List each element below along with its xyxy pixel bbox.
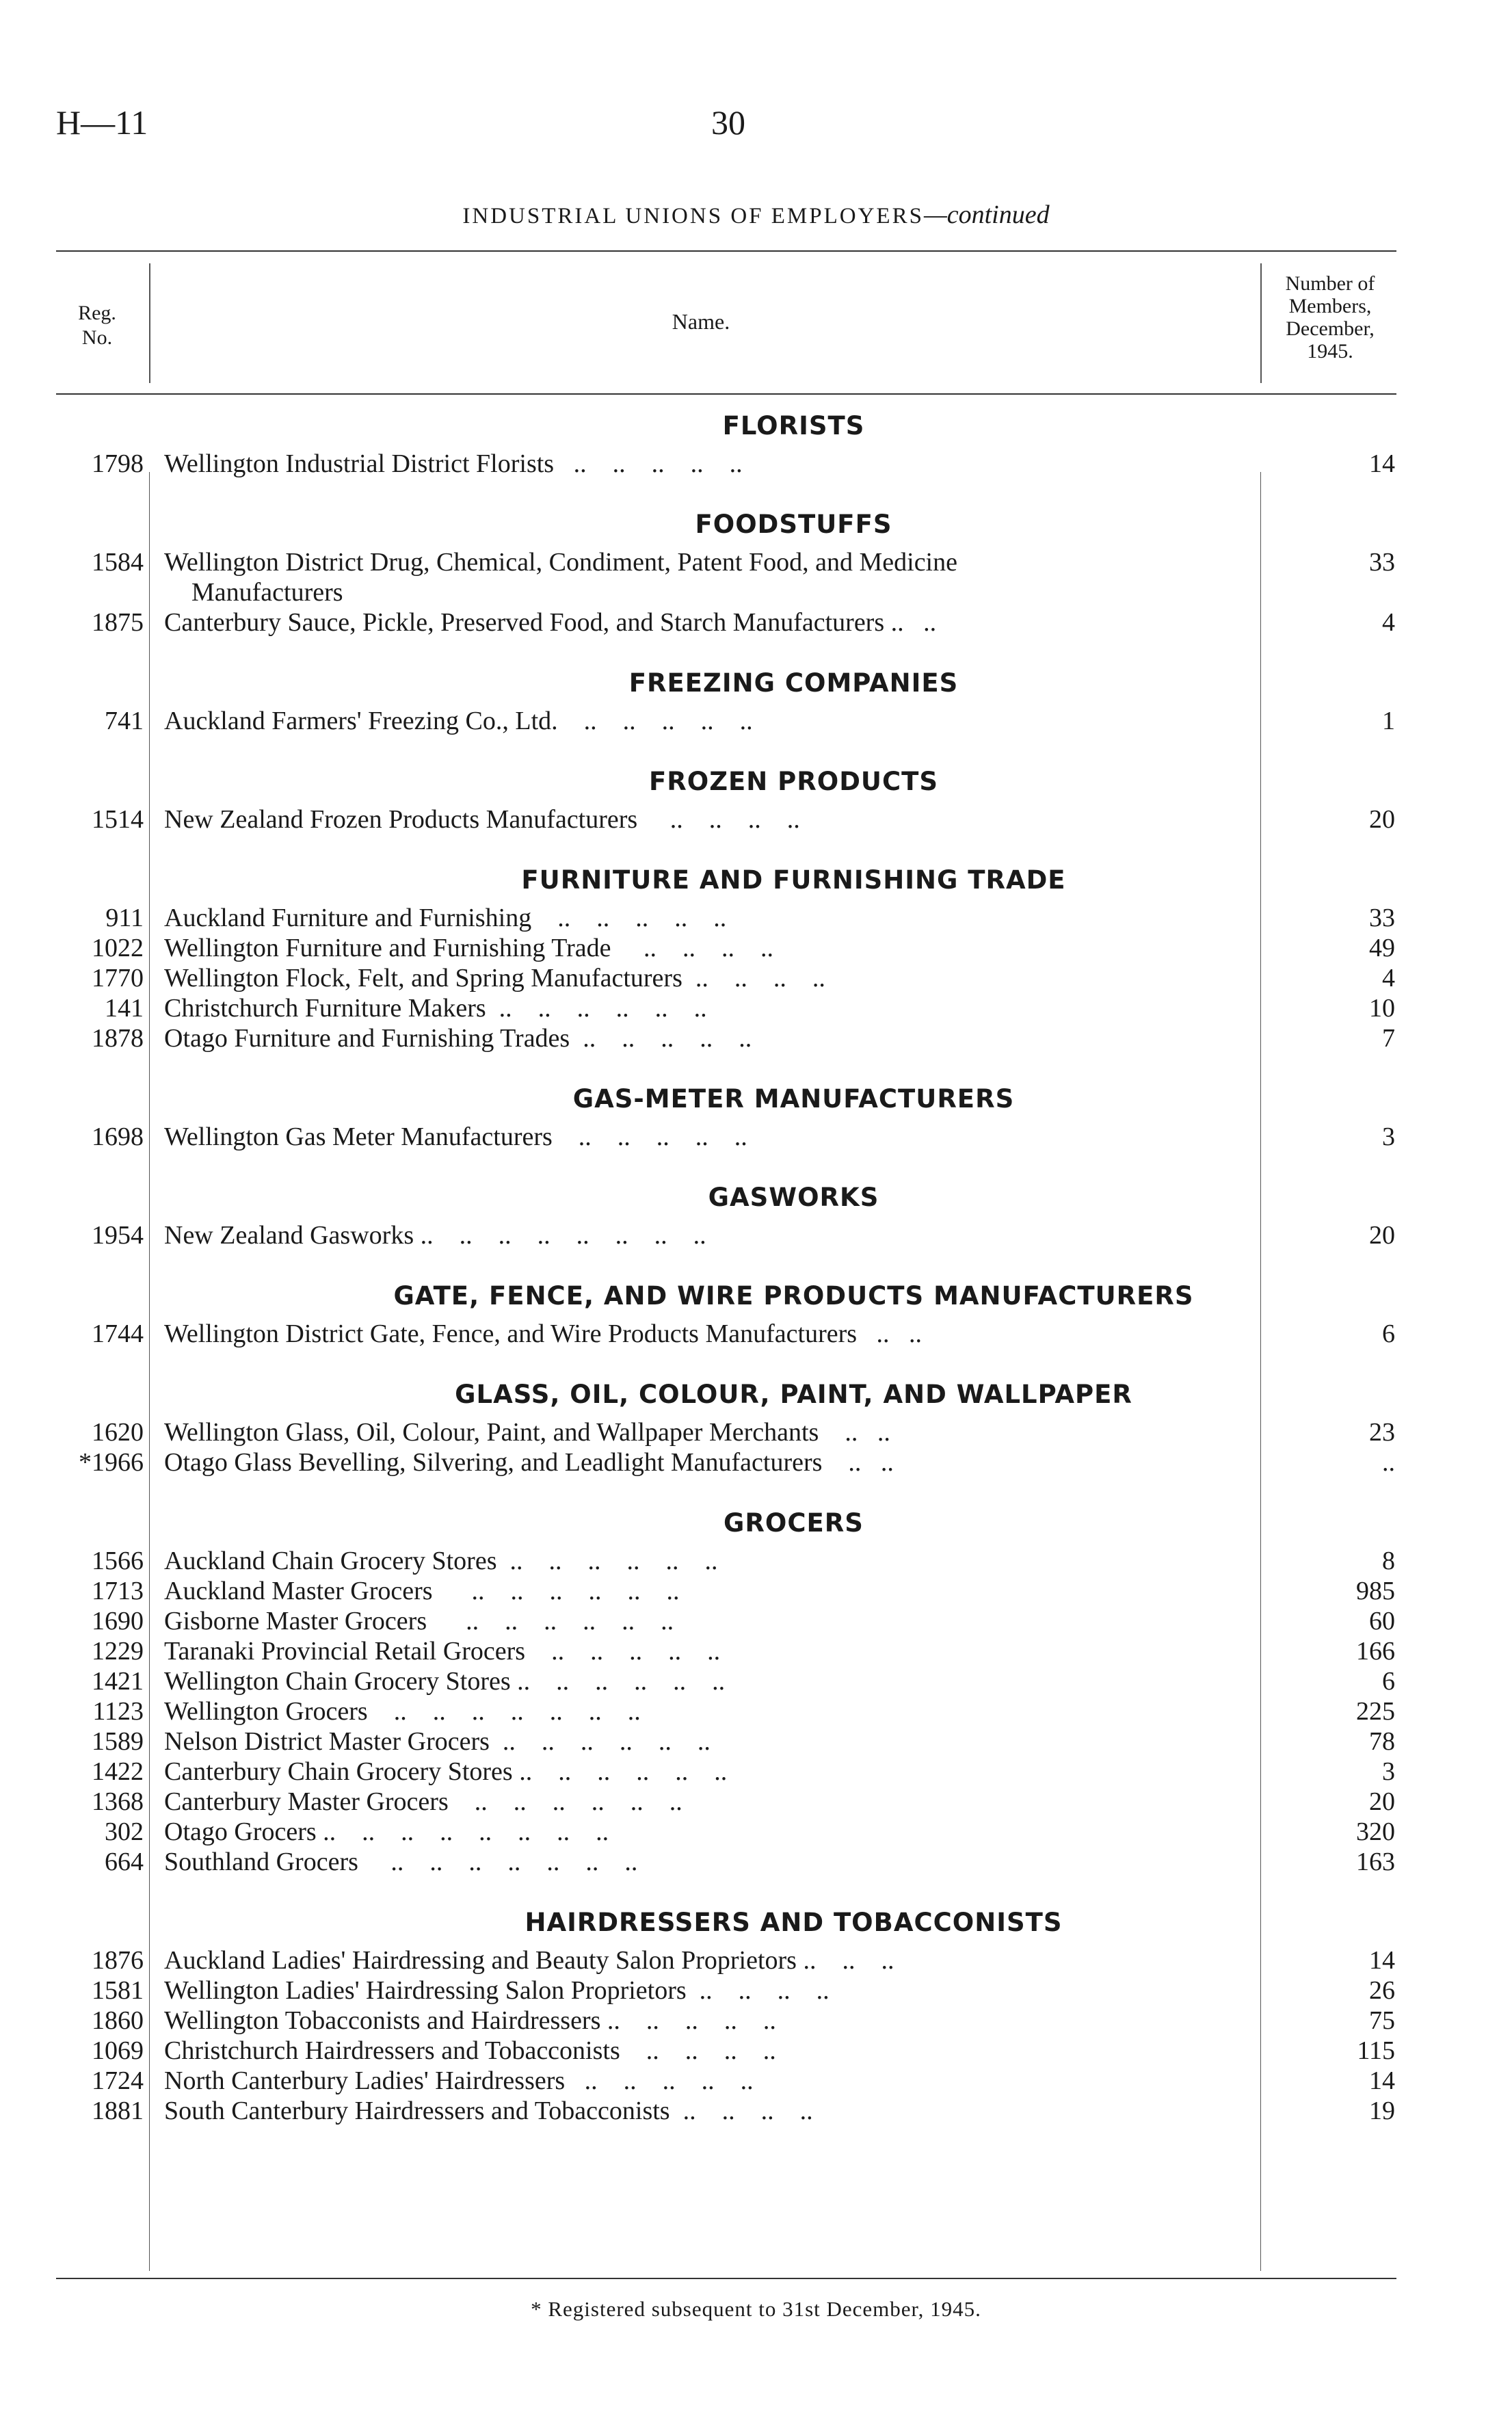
page-title-suffix: —continued [923,200,1050,229]
reg-number: 1878 [92,1024,144,1053]
union-name [164,1787,1251,1817]
union-name-line: Auckland Master Grocers .. .. .. .. .. .. [164,1577,680,1605]
section-heading: FOODSTUFFS [695,510,892,539]
union-name-line: Canterbury Master Grocers .. .. .. .. .. .. [164,1787,682,1816]
table-row [0,1417,1512,1447]
reg-number: 1581 [92,1976,144,2005]
reg-number: 1698 [92,1122,144,1151]
union-name-line: Christchurch Hairdressers and Tobacconists .. .. .. .. [164,2036,776,2065]
footnote: * Registered subsequent to 31st December, 1945. [531,2297,981,2321]
union-name-line: Taranaki Provincial Retail Grocers .. .. .. .. .. [164,1637,721,1666]
member-count: 163 [1356,1848,1395,1876]
column-header-reg-line1: Reg. [78,302,116,324]
reg-number: 1724 [92,2066,144,2095]
reg-number: 664 [105,1848,144,1876]
page-title-main: INDUSTRIAL UNIONS OF EMPLOYERS [462,204,924,228]
union-name [164,1447,1251,1477]
table-row [0,607,1512,638]
member-count: 14 [1369,1946,1395,1975]
reg-number: 1422 [92,1757,144,1786]
table-row [0,2066,1512,2096]
member-count: 20 [1369,1787,1395,1816]
section-heading: GROCERS [724,1508,864,1538]
table-row [0,1817,1512,1847]
section-gap [0,2126,1512,2149]
union-name [164,1546,1251,1576]
table-row [0,449,1512,479]
union-name-line: Wellington Tobacconists and Hairdressers .. .. .. .. .. [164,2006,776,2035]
union-name [164,993,1251,1023]
table-row [0,1787,1512,1817]
table-row [0,1546,1512,1576]
column-header-reg [56,301,138,350]
table-row [0,993,1512,1023]
reg-number: 1584 [92,548,144,577]
union-name-line: Gisborne Master Grocers .. .. .. .. .. .. [164,1607,674,1635]
table-row [0,903,1512,933]
section [0,1175,1512,1274]
table-row [0,1447,1512,1477]
table-row [0,1319,1512,1349]
section-gap [0,1152,1512,1175]
union-name-line: Wellington Chain Grocery Stores .. .. .. .. .. .. [164,1667,726,1696]
section [0,404,1512,502]
union-name [164,1636,1251,1666]
reg-number: 1744 [92,1319,144,1348]
table-row [0,1122,1512,1152]
reg-number: 1368 [92,1787,144,1816]
section-heading: GLASS, OIL, COLOUR, PAINT, AND WALLPAPER [455,1380,1132,1409]
reg-number: 1690 [92,1607,144,1635]
reg-number: *1966 [79,1448,144,1477]
rule-col-num [1260,263,1262,383]
union-name-line: Auckland Furniture and Furnishing .. .. .. .. .. [164,904,727,932]
union-name [164,449,1251,479]
union-name [164,1319,1251,1349]
union-name-line: Wellington Glass, Oil, Colour, Paint, and Wallpaper Merchants .. .. [164,1418,890,1447]
reg-number: 741 [105,707,144,735]
union-name-continuation: Manufacturers [191,578,343,607]
union-name [164,1945,1251,1975]
union-name-line: New Zealand Gasworks .. .. .. .. .. .. .. .. [164,1221,706,1250]
table-body [0,404,1512,2149]
union-name-line: Otago Glass Bevelling, Silvering, and Leadlight Manufacturers .. .. [164,1448,894,1477]
member-count: 4 [1382,608,1395,637]
union-name-line: North Canterbury Ladies' Hairdressers .. .. .. .. .. [164,2066,754,2095]
table-row [0,706,1512,736]
reg-number: 1229 [92,1637,144,1666]
member-count: 8 [1382,1547,1395,1575]
page-id: H—11 [56,103,148,142]
member-count: 14 [1369,449,1395,478]
table-row [0,1696,1512,1726]
union-name-line: Wellington Flock, Felt, and Spring Manufacturers .. .. .. .. [164,964,825,993]
table-row [0,1975,1512,2006]
reg-number: 1022 [92,934,144,962]
column-header-members-line2: Members, [1288,295,1372,317]
table-row [0,1757,1512,1787]
section-heading: FURNITURE AND FURNISHING TRADE [521,865,1066,895]
table-row [0,1726,1512,1757]
table-row [0,1023,1512,1053]
table-row [0,1606,1512,1636]
member-count: 1 [1382,707,1395,735]
member-count: 78 [1369,1727,1395,1756]
table-row [0,1636,1512,1666]
member-count: 23 [1369,1418,1395,1447]
section [0,1372,1512,1501]
union-name [164,1666,1251,1696]
member-count: 26 [1369,1976,1395,2005]
section-gap [0,1349,1512,1372]
member-count: 115 [1357,2036,1395,2065]
reg-number: 1589 [92,1727,144,1756]
union-name-line: Canterbury Sauce, Pickle, Preserved Food, and Starch Manufacturers .. .. [164,608,937,637]
reg-number: 1514 [92,805,144,834]
union-name [164,2066,1251,2096]
member-count: 20 [1369,805,1395,834]
section-gap [0,1053,1512,1077]
union-name [164,933,1251,963]
section [0,502,1512,661]
member-count: 7 [1382,1024,1395,1053]
section-gap [0,638,1512,661]
section-heading: FLORISTS [722,411,865,441]
table-row [0,2006,1512,2036]
section-gap [0,479,1512,502]
union-name-line: Canterbury Chain Grocery Stores .. .. .. .. .. .. [164,1757,728,1786]
union-name-line: Christchurch Furniture Makers .. .. .. .. .. .. [164,994,707,1023]
section-heading: GASWORKS [708,1183,879,1212]
section-gap [0,736,1512,759]
table-row [0,1220,1512,1250]
table-row [0,804,1512,835]
union-name [164,1220,1251,1250]
table-row [0,547,1512,607]
table-row [0,2036,1512,2066]
member-count: 19 [1369,2097,1395,2125]
union-name [164,1817,1251,1847]
table-row [0,933,1512,963]
union-name [164,1417,1251,1447]
reg-number: 1875 [92,608,144,637]
union-name [164,1975,1251,2006]
section [0,858,1512,1077]
reg-number: 1620 [92,1418,144,1447]
column-header-reg-line2: No. [81,326,113,349]
rule-col-reg [149,263,150,383]
union-name [164,903,1251,933]
union-name [164,1576,1251,1606]
union-name-line: South Canterbury Hairdressers and Tobacconists .. .. .. .. [164,2097,813,2125]
member-count: 60 [1369,1607,1395,1635]
union-name [164,1757,1251,1787]
union-name-line: Wellington Gas Meter Manufacturers .. .. .. .. .. [164,1122,747,1151]
section-heading: GAS-METER MANUFACTURERS [572,1084,1015,1114]
reg-number: 302 [105,1817,144,1846]
section-gap [0,1250,1512,1274]
union-name-line: Wellington District Drug, Chemical, Condiment, Patent Food, and Medicine [164,548,957,577]
section-gap [0,835,1512,858]
reg-number: 1881 [92,2097,144,2125]
union-name-line: Wellington Ladies' Hairdressing Salon Proprietors .. .. .. .. [164,1976,830,2005]
column-header-members-line1: Number of [1285,272,1375,295]
member-count: 225 [1356,1697,1395,1726]
member-count: 33 [1369,904,1395,932]
union-name [164,607,1251,638]
section-heading: GATE, FENCE, AND WIRE PRODUCTS MANUFACTURERS [393,1281,1194,1311]
reg-number: 911 [105,904,144,932]
union-name [164,1847,1251,1877]
column-header-members-line3: December, [1286,317,1375,340]
table-row [0,1666,1512,1696]
reg-number: 1123 [92,1697,144,1726]
member-count: 20 [1369,1221,1395,1250]
section [0,759,1512,858]
page-title [0,200,1512,230]
union-name [164,1023,1251,1053]
union-name [164,1122,1251,1152]
union-name-line: Auckland Ladies' Hairdressing and Beauty Salon Proprietors .. .. .. [164,1946,894,1975]
page-number: 30 [711,103,745,142]
union-name [164,1696,1251,1726]
member-count: 33 [1369,548,1395,577]
rule-top [56,250,1396,252]
member-count: .. [1382,1448,1395,1477]
table-row [0,1576,1512,1606]
member-count: 6 [1382,1319,1395,1348]
union-name-line: Auckland Chain Grocery Stores .. .. .. .. .. .. [164,1547,718,1575]
member-count: 10 [1369,994,1395,1023]
union-name [164,2036,1251,2066]
union-name-line: Otago Grocers .. .. .. .. .. .. .. .. [164,1817,609,1846]
member-count: 75 [1369,2006,1395,2035]
member-count: 3 [1382,1757,1395,1786]
union-name [164,2006,1251,2036]
section [0,661,1512,759]
union-name-line: New Zealand Frozen Products Manufacturers .. .. .. .. [164,805,800,834]
union-name [164,706,1251,736]
union-name [164,2096,1251,2126]
union-name-line: Auckland Farmers' Freezing Co., Ltd. .. .. .. .. .. [164,707,753,735]
union-name [164,1726,1251,1757]
reg-number: 1770 [92,964,144,993]
union-name-line: Wellington Furniture and Furnishing Trade .. .. .. .. [164,934,773,962]
reg-number: 1860 [92,2006,144,2035]
member-count: 320 [1356,1817,1395,1846]
reg-number: 1421 [92,1667,144,1696]
section-heading: HAIRDRESSERS AND TOBACCONISTS [525,1908,1063,1937]
union-name [164,1606,1251,1636]
union-name [164,547,1251,607]
section-gap [0,1877,1512,1900]
member-count: 4 [1382,964,1395,993]
reg-number: 1566 [92,1547,144,1575]
union-name-line: Otago Furniture and Furnishing Trades .. .. .. .. .. [164,1024,752,1053]
section [0,1501,1512,1900]
column-header-members-line4: 1945. [1307,340,1353,363]
reg-number: 1876 [92,1946,144,1975]
reg-number: 1713 [92,1577,144,1605]
section [0,1274,1512,1372]
column-header-members [1265,272,1395,363]
union-name-line: Wellington Grocers .. .. .. .. .. .. .. [164,1697,641,1726]
reg-number: 1069 [92,2036,144,2065]
union-name-line: Wellington District Gate, Fence, and Wire Products Manufacturers .. .. [164,1319,923,1348]
rule-header-bottom [56,393,1396,395]
reg-number: 1798 [92,449,144,478]
union-name [164,963,1251,993]
rule-bottom [56,2278,1396,2279]
table-row [0,1945,1512,1975]
union-name-line: Southland Grocers .. .. .. .. .. .. .. [164,1848,638,1876]
member-count: 6 [1382,1667,1395,1696]
union-name [164,804,1251,835]
member-count: 49 [1369,934,1395,962]
section-gap [0,1477,1512,1501]
member-count: 14 [1369,2066,1395,2095]
section [0,1900,1512,2149]
member-count: 166 [1356,1637,1395,1666]
union-name-line: Nelson District Master Grocers .. .. .. .. .. .. [164,1727,711,1756]
section [0,1077,1512,1175]
table-row [0,1847,1512,1877]
table-row [0,963,1512,993]
reg-number: 1954 [92,1221,144,1250]
section-heading: FROZEN PRODUCTS [648,767,939,796]
column-header-name: Name. [672,309,730,334]
member-count: 3 [1382,1122,1395,1151]
table-row [0,2096,1512,2126]
reg-number: 141 [105,994,144,1023]
section-heading: FREEZING COMPANIES [628,668,959,698]
member-count: 985 [1356,1577,1395,1605]
union-name-line: Wellington Industrial District Florists .. .. .. .. .. [164,449,743,478]
